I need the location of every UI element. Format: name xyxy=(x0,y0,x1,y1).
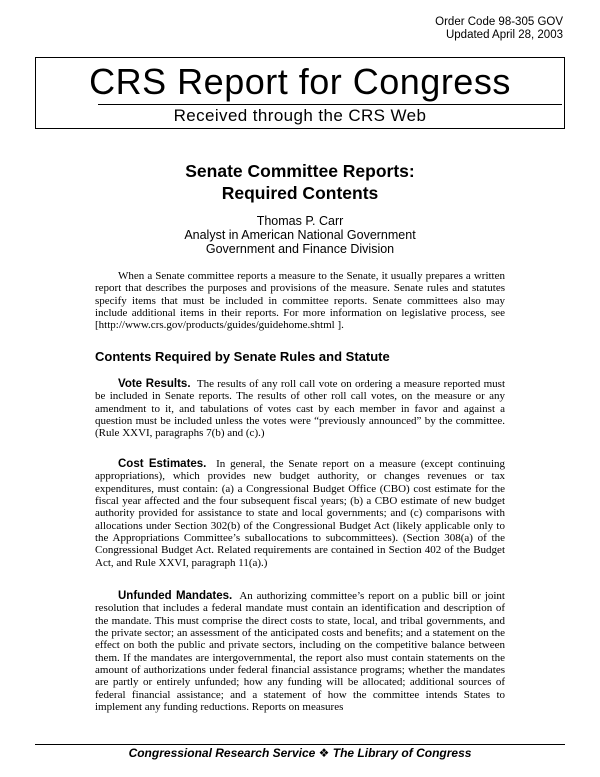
author-name: Thomas P. Carr xyxy=(256,214,344,228)
order-code: Order Code 98-305 GOV xyxy=(435,16,563,28)
masthead-title: CRS Report for Congress xyxy=(89,61,511,102)
footer-divider xyxy=(35,744,565,745)
vote-results-lead: Vote Results. xyxy=(118,378,191,390)
cost-estimates-paragraph xyxy=(95,458,505,569)
author-division: Government and Finance Division xyxy=(205,242,395,256)
vote-results-text: The results of any roll call vote on ordering a measure reported must be included in Senate reports. The results of other roll call votes, on the measure or any amendment to it, and tabulations of votes cast by each member in favor and against a question must be included unless the votes were “previously announced” by the committee. (Rule XXVI, paragraphs 7(b) and (c).) xyxy=(95,378,505,440)
unfunded-mandates-block xyxy=(95,590,505,713)
intro-paragraph-block xyxy=(95,270,505,332)
updated-date: Updated April 28, 2003 xyxy=(445,29,563,41)
unfunded-mandates-text: An authorizing committee’s report on a public bill or joint resolution that includes a federal mandate must contain an identification and description of the mandate. This must comprise the direct costs to state, local, and tribal governments, and the private sector; an assessment of the anticipated costs and benefits; and a statement on the effect on both the public and private sectors, including on the competitive balance between them. If the mandates are intergovernmental, the report also must contain statements on the amount of authorizations under federal financial assistance programs; whether the mandates are partly or entirely unfunded; how any funding will be allocated; additional sources of federal financial assistance; and a statement of how the committee intends States to implement any funding reductions. Reports on measures xyxy=(95,590,505,714)
cost-estimates-block xyxy=(95,458,505,569)
author-role: Analyst in American National Government xyxy=(184,228,416,242)
cost-estimates-text: In general, the Senate report on a measure (except continuing appropriations), which provides new budget authority, or changes revenues or tax expenditures, must contain: (a) a Congressional Budget Office (CBO) cost estimate for the fiscal year affected and the four subsequent fiscal years; (b) a CBO estimate of new budget authority provided for assistance to state and local governments; and (c) comparisons with allocations under Section 302(b) of the Congressional Budget Act (likely applicable only to the Appropriations Committee’s suballocations to subcommittees). (Section 308(a) of the Congressional Budget Act. Related requirements are contained in Section 402 of the Budget Act, and Rule XXVI, paragraph 11(a).) xyxy=(95,458,506,569)
intro-paragraph: When a Senate committee reports a measure to the Senate, it usually prepares a written report that describes the purposes and provisions of the measure. Senate rules and statutes specify items that must be included in committee reports. Senate committees also may include additional items in their reports. For more information on legislative process, see [http://www.crs.gov/products/guides/guidehome.shtml ]. xyxy=(95,270,505,332)
footer-text: Congressional Research Service ❖ The Library of Congress xyxy=(128,746,472,760)
unfunded-mandates-paragraph xyxy=(95,590,505,713)
report-title-line1: Senate Committee Reports: xyxy=(185,161,415,181)
author-block xyxy=(0,214,600,256)
section-heading: Contents Required by Senate Rules and Statute xyxy=(95,349,390,364)
report-title-line2: Required Contents xyxy=(221,183,379,203)
masthead-box xyxy=(35,57,565,129)
report-title xyxy=(0,160,600,204)
masthead-divider xyxy=(98,104,562,105)
unfunded-mandates-lead: Unfunded Mandates. xyxy=(118,590,233,602)
masthead-subtitle: Received through the CRS Web xyxy=(173,106,427,125)
order-code-block xyxy=(435,16,563,42)
vote-results-paragraph xyxy=(95,378,505,440)
cost-estimates-lead: Cost Estimates. xyxy=(118,458,207,470)
vote-results-block xyxy=(95,378,505,440)
